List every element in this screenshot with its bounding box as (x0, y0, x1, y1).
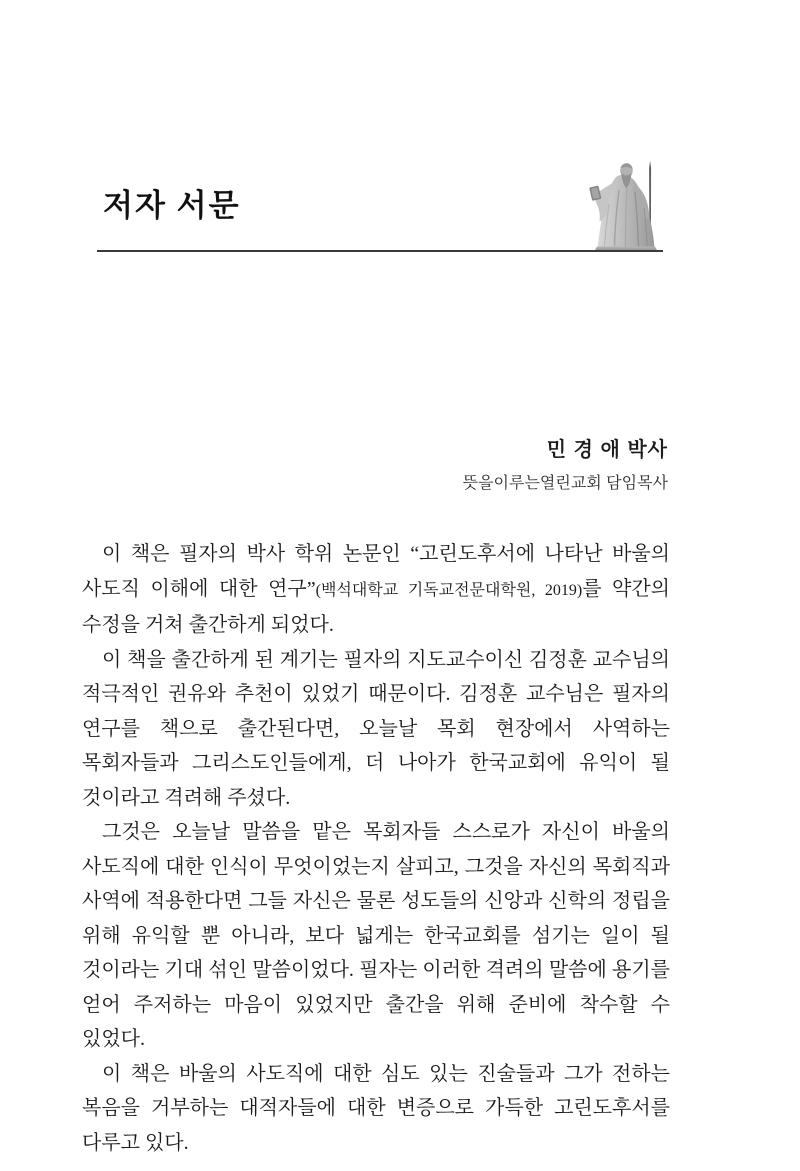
statue-graphic (585, 160, 672, 251)
title-divider-rule (97, 250, 663, 252)
paragraph-text: 그것은 오늘날 말씀을 맡은 목회자들 스스로가 자신이 바울의 사도직에 대한 인식이 무엇이었는지 살피고, 그것을 자신의 목회직과 사역에 적용한다면 그들 자신은 물론 성도들의 신앙과 신학의 정립을 위해 유익할 뿐 아니라, 보다 넓게는 한국교회를 섬기는 일이 될 것이라는 기대 섞인 말씀이었다. 필자는 이러한 격려의 말씀에 용기를 얻어 주저하는 마음이 있었지만 출간을 위해 준비에 착수할 수 있었다. (82, 821, 670, 1050)
body-paragraph-3 (82, 815, 670, 1057)
paragraph-text: 를 약간의 수정을 거쳐 출간하게 되었다. (82, 577, 671, 636)
paragraph-text: 이 책은 바울의 사도직에 대한 심도 있는 진술들과 그가 전하는 복음을 거부하는 대적자들에 대한 변증으로 가득한 고린도후서를 다루고 있다. (82, 1062, 670, 1154)
author-name: 민 경 애 박사 (546, 439, 668, 461)
page-title: 저자 서문 (103, 188, 241, 223)
body-paragraph-2 (82, 643, 670, 816)
paragraph-text: 이 책은 필자의 박사 학위 논문인 “고린도후서에 나타난 바울의 사도직 이해에 대한 연구” (82, 543, 670, 600)
apostle-paul-statue-image (585, 160, 672, 251)
paragraph-text: 이 책을 출간하게 된 계기는 필자의 지도교수이신 김정훈 교수님의 적극적인 권유와 추천이 있었기 때문이다. 김정훈 교수님은 필자의 연구를 책으로 출간된다면, 오늘날 목회 현장에서 사역하는 목회자들과 그리스도인들에게, 더 나아가 한국교회에 유익이 될 것이라고 격려해 주셨다. (82, 648, 670, 809)
author-affiliation: 뜻을이루는열린교회 담임목사 (462, 475, 668, 492)
body-paragraph-1 (82, 537, 670, 643)
author-block (463, 438, 668, 494)
paragraph-citation: (백석대학교 기독교전문대학원, 2019) (315, 581, 583, 599)
preface-body (82, 537, 670, 1160)
body-paragraph-4 (82, 1057, 670, 1161)
